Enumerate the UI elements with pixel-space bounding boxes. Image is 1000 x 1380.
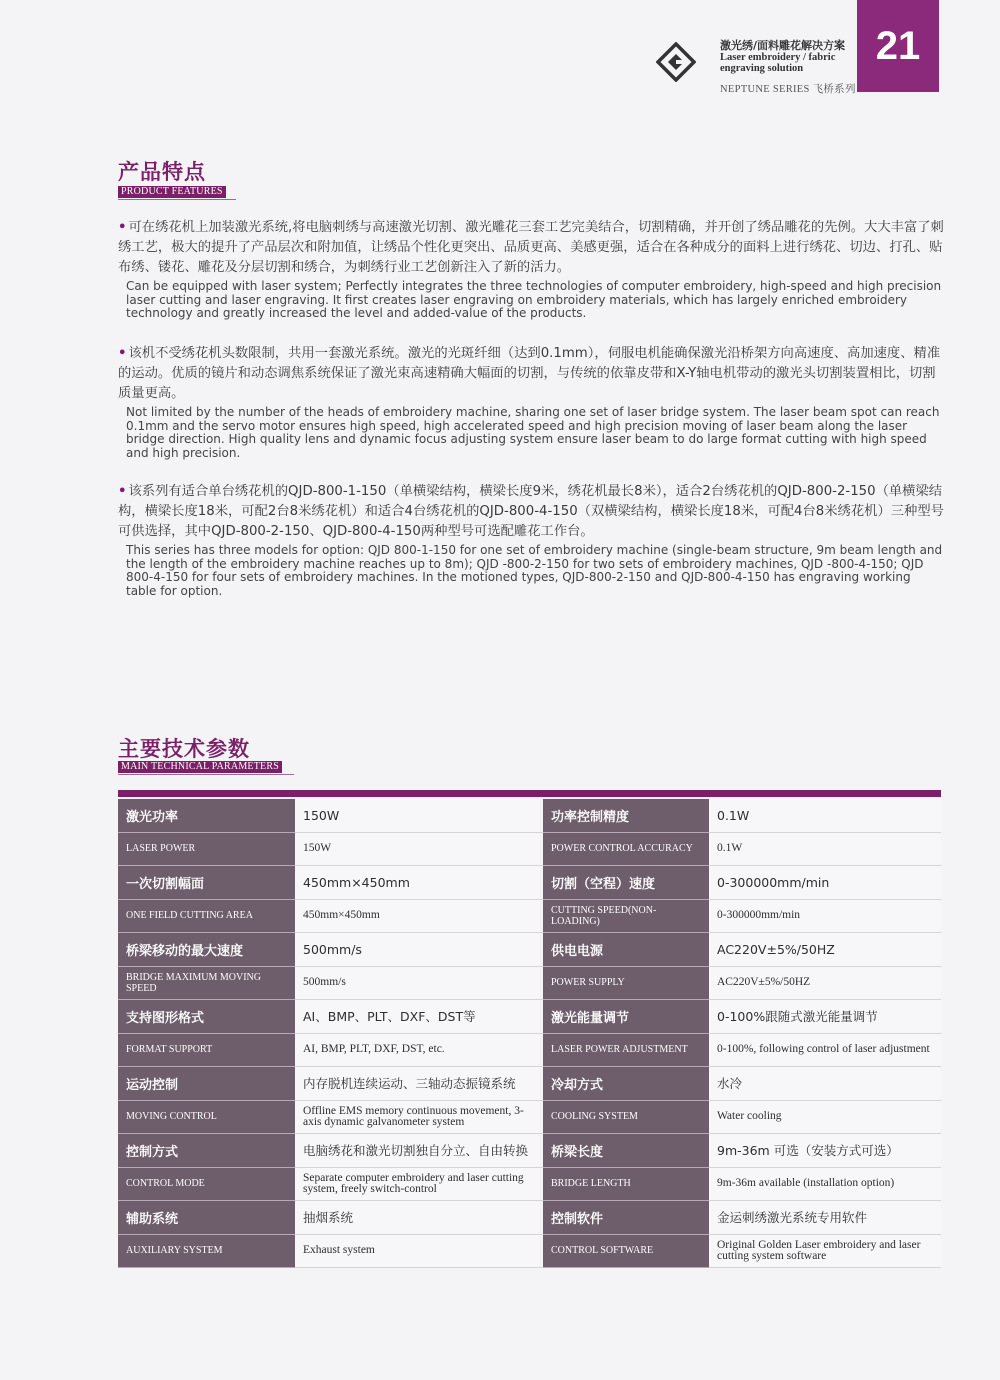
- spec-value: 150W: [295, 799, 539, 832]
- spec-value: Water cooling: [709, 1100, 941, 1134]
- spec-label: 控制软件: [543, 1201, 709, 1235]
- feature-item-3: [118, 482, 944, 598]
- table-row: [118, 1100, 941, 1134]
- header-title-cn: 激光绣/面料雕花解决方案: [720, 39, 846, 52]
- spec-label: 供电电源: [543, 933, 709, 967]
- specs-subtitle: MAIN TECHNICAL PARAMETERS: [118, 761, 282, 773]
- table-row: [118, 1167, 941, 1201]
- header-title-en-line2: engraving solution: [720, 62, 804, 74]
- spec-label: 切割（空程）速度: [543, 866, 709, 900]
- spec-label: 桥梁长度: [543, 1134, 709, 1168]
- table-row: [118, 1201, 941, 1235]
- features-subtitle: PRODUCT FEATURES: [118, 186, 226, 198]
- spec-value: Original Golden Laser embroidery and laser cutting system software: [709, 1234, 941, 1268]
- feature-en: Not limited by the number of the heads of embroidery machine, sharing one set of laser bridge system. The laser beam spot can reach 0.1mm and the servo motor ensures high speed, high accelerated speed and high precision moving of laser beam along the laser bridge direction. High quality lens and dynamic focus adjusting system ensure laser beam to do large format cutting with high speed and high precision.: [126, 405, 940, 460]
- spec-value: 金运刺绣激光系统专用软件: [709, 1201, 941, 1235]
- header-title-block: [720, 40, 845, 74]
- table-row: [118, 799, 941, 832]
- company-logo: [656, 42, 696, 82]
- table-row: [118, 832, 941, 866]
- spec-value: 内存脱机连续运动、三轴动态振镜系统: [295, 1067, 539, 1101]
- spec-label: 控制方式: [118, 1134, 295, 1168]
- table-row: [118, 966, 941, 1000]
- spec-label: 冷却方式: [543, 1067, 709, 1101]
- table-row: [118, 866, 941, 900]
- spec-value: AC220V±5%/50HZ: [709, 933, 941, 967]
- spec-label: ONE FIELD CUTTING AREA: [118, 899, 295, 933]
- spec-value: AI、BMP、PLT、DXF、DST等: [295, 1000, 539, 1034]
- spec-label: 运动控制: [118, 1067, 295, 1101]
- table-row: [118, 1033, 941, 1067]
- table-row: [118, 1067, 941, 1101]
- spec-value: Exhaust system: [295, 1234, 539, 1268]
- spec-value: 0-100%跟随式激光能量调节: [709, 1000, 941, 1034]
- spec-value: 450mm×450mm: [295, 866, 539, 900]
- features-title: 产品特点: [118, 160, 206, 184]
- spec-label: 激光能量调节: [543, 1000, 709, 1034]
- spec-label: POWER CONTROL ACCURACY: [543, 832, 709, 866]
- spec-label: LASER POWER ADJUSTMENT: [543, 1033, 709, 1067]
- page-number-badge: 21: [857, 0, 939, 92]
- bullet-icon: •: [118, 484, 127, 499]
- spec-label: 功率控制精度: [543, 799, 709, 832]
- spec-label: LASER POWER: [118, 832, 295, 866]
- spec-label: POWER SUPPLY: [543, 966, 709, 1000]
- feature-cn: 该机不受绣花机头数限制，共用一套激光系统。激光的光斑纤细（达到0.1mm），伺服电机能确保激光沿桥架方向高速度、高加速度、精准的运动。优质的镜片和动态调焦系统保证了激光束高速精确大幅面的切割，与传统的依靠皮带和X-Y轴电机带动的激光头切割装置相比，切割质量更高。: [118, 346, 941, 401]
- spec-label: 一次切割幅面: [118, 866, 295, 900]
- spec-label: BRIDGE LENGTH: [543, 1167, 709, 1201]
- spec-value: 500mm/s: [295, 933, 539, 967]
- spec-label: CONTROL MODE: [118, 1167, 295, 1201]
- spec-label: 激光功率: [118, 799, 295, 832]
- specs-title: 主要技术参数: [118, 737, 250, 761]
- spec-value: 450mm×450mm: [295, 899, 539, 933]
- spec-value: AC220V±5%/50HZ: [709, 966, 941, 1000]
- spec-value: 电脑绣花和激光切割独自分立、自由转换: [295, 1134, 539, 1168]
- feature-en: Can be equipped with laser system; Perfectly integrates the three technologies of computer embroidery, high-speed and high precision laser cutting and laser engraving. It first creates laser engraving on embroidery materials, which has largely enriched embroidery technology and greatly increased the level and added-value of the products.: [126, 279, 942, 321]
- spec-value: AI, BMP, PLT, DXF, DST, etc.: [295, 1033, 539, 1067]
- specs-table: [118, 799, 941, 1268]
- feature-cn: 该系列有适合单台绣花机的QJD-800-1-150（单横梁结构，横梁长度9米，绣花机最长8米），适合2台绣花机的QJD-800-2-150（单横梁结构，横梁长度18米，可配2台8米绣花机）和适合4台绣花机的QJD-800-4-150（双横梁结构，横梁长度18米，可配4台8米绣花机）三种型号可供选择，其中QJD-800-2-150、QJD-800-4-150两种型号可选配雕花工作台。: [118, 484, 944, 539]
- spec-value: 0-300000mm/min: [709, 866, 941, 900]
- feature-cn: 可在绣花机上加装激光系统,将电脑刺绣与高速激光切割、激光雕花三套工艺完美结合，切割精确，并开创了绣品雕花的先例。大大丰富了刺绣工艺，极大的提升了产品层次和附加值，让绣品个性化更突出、品质更高、美感更强，适合在各种成分的面料上进行绣花、切边、打孔、贴布绣、镂花、雕花及分层切割和绣合，为刺绣行业工艺创新注入了新的活力。: [118, 220, 944, 275]
- bullet-icon: •: [118, 346, 127, 361]
- table-row: [118, 1134, 941, 1168]
- feature-item-2: [118, 344, 944, 460]
- bullet-icon: •: [118, 220, 127, 235]
- spec-label: CUTTING SPEED(NON-LOADING): [543, 899, 709, 933]
- spec-value: 0.1W: [709, 799, 941, 832]
- spec-value: 0.1W: [709, 832, 941, 866]
- feature-item-1: [118, 218, 944, 321]
- specs-underline: [118, 774, 294, 775]
- spec-value: Offline EMS memory continuous movement, 3-axis dynamic galvanometer system: [295, 1100, 539, 1134]
- table-row: [118, 1000, 941, 1034]
- spec-label: AUXILIARY SYSTEM: [118, 1234, 295, 1268]
- spec-label: 桥梁移动的最大速度: [118, 933, 295, 967]
- spec-label: 支持图形格式: [118, 1000, 295, 1034]
- spec-label: COOLING SYSTEM: [543, 1100, 709, 1134]
- spec-value: 0-100%, following control of laser adjustment: [709, 1033, 941, 1067]
- spec-value: 水冷: [709, 1067, 941, 1101]
- spec-label: BRIDGE MAXIMUM MOVING SPEED: [118, 966, 295, 1000]
- spec-value: 0-300000mm/min: [709, 899, 941, 933]
- features-underline: [118, 199, 236, 200]
- spec-label: 辅助系统: [118, 1201, 295, 1235]
- header-title-en-line1: Laser embroidery / fabric: [720, 51, 836, 63]
- spec-value: 9m-36m 可选（安装方式可选）: [709, 1134, 941, 1168]
- header-series: NEPTUNE SERIES 飞桥系列: [720, 84, 856, 95]
- specs-table-topbar: [118, 790, 941, 797]
- feature-en: This series has three models for option: QJD 800-1-150 for one set of embroidery machine (single-beam structure, 9m beam length and the length of the embroidery machine reaches up to 8m); QJD -800-2-150 for two sets of embroidery machines, QJD -800-4-150; QJD 800-4-150 for four sets of embroidery machines. In the motioned types, QJD-800-2-150 and QJD-800-4-150 has engraving working table for option.: [126, 543, 943, 598]
- spec-value: 抽烟系统: [295, 1201, 539, 1235]
- specs-table-body: [118, 799, 941, 1268]
- table-row: [118, 899, 941, 933]
- table-row: [118, 933, 941, 967]
- spec-value: Separate computer embroidery and laser cutting system, freely switch-control: [295, 1167, 539, 1201]
- spec-value: 9m-36m available (installation option): [709, 1167, 941, 1201]
- spec-label: CONTROL SOFTWARE: [543, 1234, 709, 1268]
- spec-value: 500mm/s: [295, 966, 539, 1000]
- spec-label: FORMAT SUPPORT: [118, 1033, 295, 1067]
- table-row: [118, 1234, 941, 1268]
- spec-label: MOVING CONTROL: [118, 1100, 295, 1134]
- spec-value: 150W: [295, 832, 539, 866]
